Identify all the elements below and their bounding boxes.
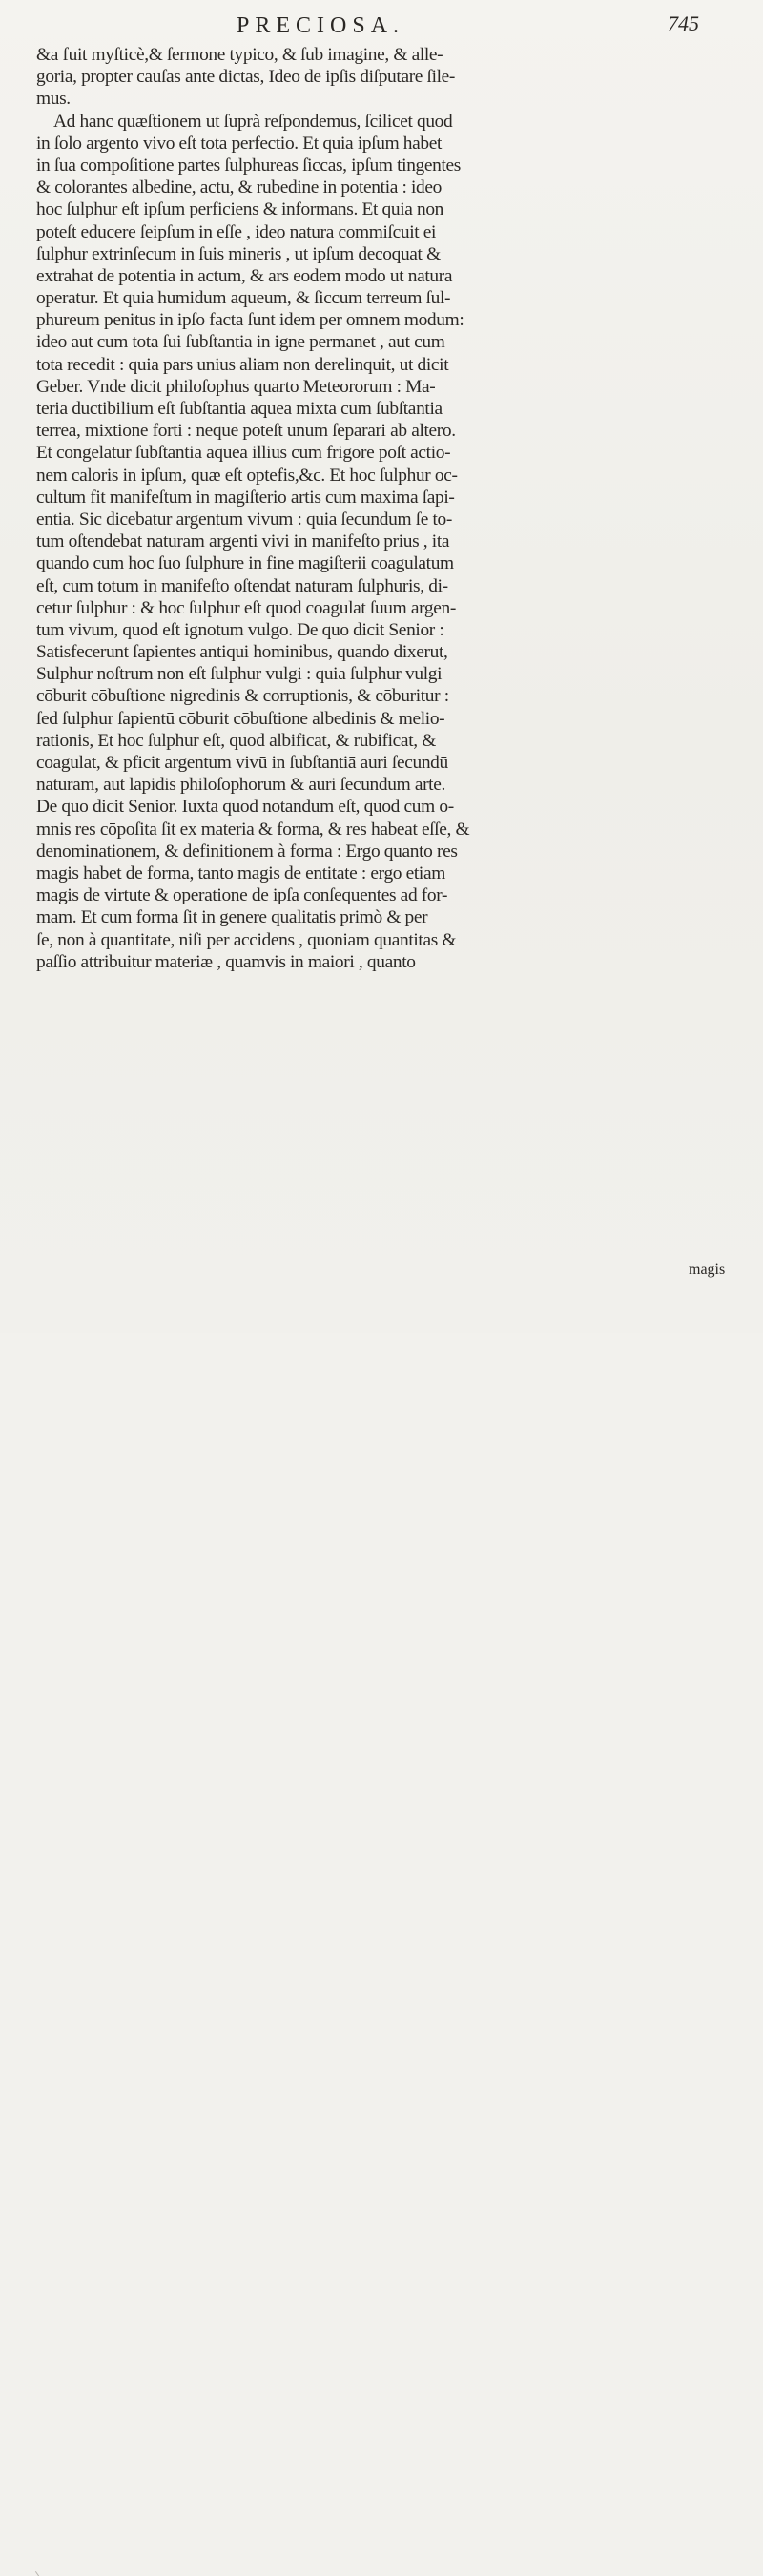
text-line: eſt, cum totum in manifeſto oſtendat naturam ſulphuris, di- [36,575,448,596]
text-line: naturam, aut lapidis philoſophorum & auri ſecundum artē. [36,775,445,796]
running-head: PRECIOSA. [237,13,405,38]
text-line: cetur ſulphur : & hoc ſulphur eſt quod coagulat ſuum argen- [36,597,456,618]
page-header [0,8,763,46]
text-line: paſſio attribuitur materiæ , quamvis in maiori , quanto [36,951,416,972]
text-line: cultum fit manifeſtum in magiſterio artis cum maxima ſapi- [36,487,455,508]
text-line: Et congelatur ſubſtantia aquea illius cum frigore poſt actio- [36,443,451,464]
text-line: rationis, Et hoc ſulphur eſt, quod albificat, & rubificat, & [36,730,436,751]
text-line: mam. Et cum forma ſit in genere qualitatis primò & per [36,907,428,928]
text-line: extrahat de potentia in actum, & ars eodem modo ut natura [36,265,453,286]
text-line: & colorantes albedine, actu, & rubedine in potentia : ideo [36,177,443,198]
text-line: teria ductibilium eſt ſubſtantia aquea mixta cum ſubſtantia [36,399,443,419]
text-line: ſulphur extrinſecum in ſuis mineris , ut ipſum decoquat & [36,243,441,264]
text-line: &a fuit myſticè,& ſermone typico, & ſub imagine, & alle- [36,45,443,65]
text-line: mus. [36,89,71,110]
text-line: magis de virtute & operatione de ipſa conſequentes ad for- [36,885,448,906]
text-line: hoc ſulphur eſt ipſum perficiens & informans. Et quia non [36,199,444,220]
text-line: in ſolo argento vivo eſt tota perfectio. Et quia ipſum habet [36,133,443,154]
text-line: cōburit cōbuſtione nigredinis & corruptionis, & cōburitur : [36,686,449,707]
text-line: quando cum hoc ſuo ſulphure in fine magiſterii coagulatum [36,553,454,574]
text-line: Sulphur noſtrum non eſt ſulphur vulgi : quia ſulphur vulgi [36,664,443,685]
text-line: phureum penitus in ipſo facta ſunt idem per omnem modum: [36,310,464,331]
text-line: in ſua compoſitione partes ſulphureas ſiccas, ipſum tingentes [36,155,461,176]
text-line: operatur. Et quia humidum aqueum, & ſiccum terreum ſul- [36,288,451,309]
text-line: magis habet de forma, tanto magis de entitate : ergo etiam [36,862,445,883]
text-line: poteſt educere ſeipſum in eſſe , ideo natura commiſcuit ei [36,221,437,242]
text-line: goria, propter cauſas ante dictas, Ideo de ipſis diſputare ſile- [36,67,456,88]
text-line: De quo dicit Senior. Iuxta quod notandum eſt, quod cum o- [36,797,454,818]
text-line: entia. Sic dicebatur argentum vivum : quia ſecundum ſe to- [36,509,452,530]
text-line: nem caloris in ipſum, quæ eſt optefis,&c. Et hoc ſulphur oc- [36,465,458,486]
text-line: coagulat, & pficit argentum vivū in ſubſtantiā auri ſecundū [36,753,448,773]
text-line: denominationem, & definitionem à forma : Ergo quanto res [36,841,458,862]
bottom-margin [0,1283,763,1333]
margin-mark [35,2568,44,2576]
text-line: mnis res cōpoſita ſit ex materia & forma, & res habeat eſſe, & [36,819,470,840]
text-line: ſe, non à quantitate, niſi per accidens , quoniam quantitas & [36,929,457,950]
text-line: tota recedit : quia pars unius aliam non derelinquit, ut dicit [36,354,449,375]
page-number: 745 [668,11,699,35]
body-text [36,44,740,973]
text-line: ideo aut cum tota ſui ſubſtantia in igne permanet , aut cum [36,332,445,353]
text-line: tum vivum, quod eſt ignotum vulgo. De quo dicit Senior : [36,619,444,640]
text-line: Ad hanc quæſtionem ut ſuprà reſpondemus, ſcilicet quod [53,111,453,132]
text-line: Satisfecerunt ſapientes antiqui hominibus, quando dixerut, [36,642,448,663]
text-line: Geber. Vnde dicit philoſophus quarto Meteororum : Ma- [36,376,436,397]
catchword: magis [689,1261,726,1278]
text-line: terrea, mixtione forti : neque poteſt unum ſeparari ab altero. [36,421,456,442]
text-line: ſed ſulphur ſapientū cōburit cōbuſtione albedinis & melio- [36,708,445,729]
text-line: tum oſtendebat naturam argenti vivi in manifeſto prius , ita [36,531,450,552]
